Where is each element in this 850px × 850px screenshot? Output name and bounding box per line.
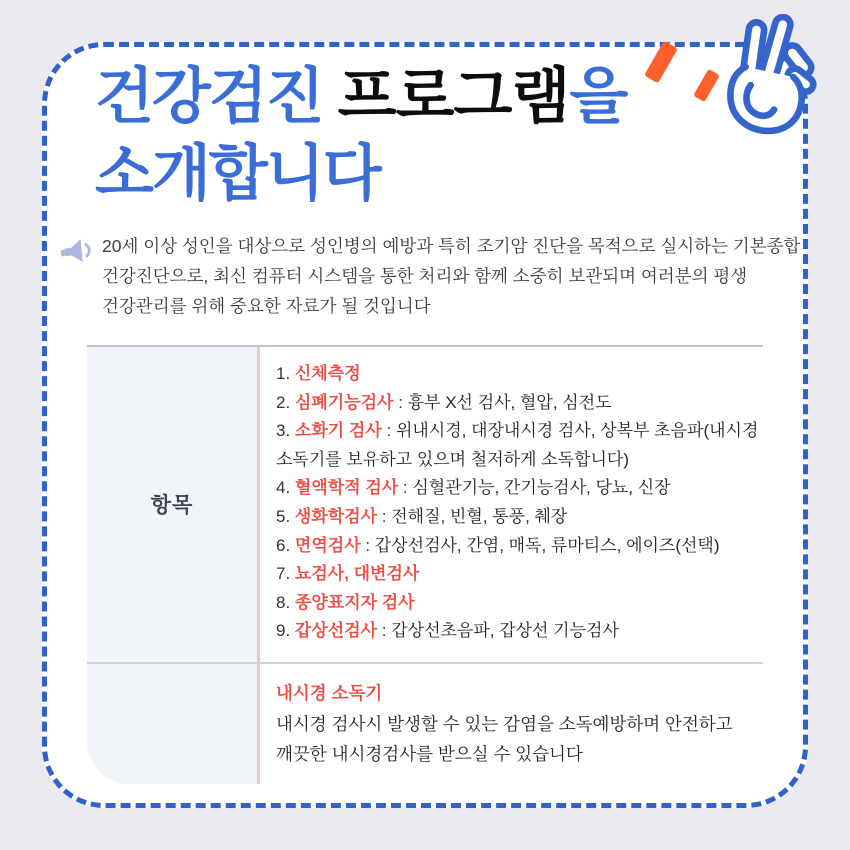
exam-item (276, 389, 763, 418)
exam-item-term: 생화학검사 (294, 506, 378, 526)
exam-item (276, 417, 763, 474)
exam-item-desc: 전해질, 빈혈, 통풍, 췌장 (391, 506, 568, 526)
title-line2: 소개합니다 (95, 139, 380, 207)
exam-item (276, 360, 763, 389)
intro-paragraph: 20세 이상 성인을 대상으로 성인병의 예방과 특히 조기암 진단을 목적으로 실시하는 기본종합 건강진단으로, 최신 컴퓨터 시스템을 통한 처리와 함께 소중히 보관되며 여러분의 평생 건강관리를 위해 중요한 자료가 될 것입니다 (102, 236, 801, 316)
title-line1 (95, 58, 626, 135)
exam-item-separator: : (398, 478, 413, 498)
note-cell (260, 664, 781, 784)
exam-item (276, 560, 763, 589)
exam-item-number: 5. (276, 506, 291, 526)
exam-table (87, 345, 763, 784)
row-header-label: 항목 (87, 347, 260, 662)
exam-item-desc: 흉부 X선 검사, 혈압, 심전도 (407, 392, 612, 412)
exam-item (276, 474, 763, 503)
row-header-empty (87, 664, 260, 784)
exam-list (260, 347, 763, 662)
intro-section (58, 231, 802, 321)
exam-item (276, 617, 763, 646)
title-dark-part: 프로그램 (337, 62, 570, 130)
exam-item-desc: 위내시경, 대장내시경 검사, 상복부 초음파(내시경 소독기를 보유하고 있으며 철저하게 소독합니다) (276, 421, 759, 469)
exam-item-separator: : (381, 421, 396, 441)
exam-item-number: 8. (276, 592, 291, 612)
exam-item-separator: : (377, 621, 392, 641)
exam-item-desc: 갑상선검사, 간염, 매독, 류마티스, 에이즈(선택) (374, 535, 720, 555)
exam-item-term: 종양표지자 검사 (294, 592, 415, 612)
exam-item-number: 1. (276, 364, 291, 383)
exam-item-term: 갑상선검사 (294, 621, 378, 641)
victory-hand-icon (716, 14, 820, 136)
exam-item-term: 면역검사 (294, 535, 361, 555)
exam-item (276, 503, 763, 532)
exam-item-number: 2. (276, 392, 291, 412)
exam-item-number: 3. (276, 421, 291, 441)
page-title (95, 58, 626, 212)
exam-item-number: 7. (276, 564, 291, 584)
exam-item-number: 9. (276, 621, 291, 641)
exam-item-term: 심폐기능검사 (294, 392, 394, 412)
title-blue-part: 건강검진 (95, 62, 338, 130)
speaker-icon (58, 231, 98, 321)
note-title: 내시경 소독기 (276, 682, 383, 703)
exam-item-desc: 갑상선초음파, 갑상선 기능검사 (391, 621, 619, 641)
table-row-items (87, 345, 763, 664)
table-row-note (87, 664, 763, 784)
exam-item-desc: 심혈관기능, 간기능검사, 당뇨, 신장 (412, 478, 671, 498)
exam-item (276, 532, 763, 561)
exam-item-term: 신체측정 (294, 364, 361, 383)
exam-item-term: 뇨검사, 대변검사 (294, 564, 420, 584)
exam-item-number: 6. (276, 535, 291, 555)
exam-item-separator: : (377, 506, 392, 526)
exam-item-term: 혈액학적 검사 (294, 478, 399, 498)
exam-item-separator: : (393, 392, 408, 412)
note-body: 내시경 검사시 발생할 수 있는 감염을 소독예방하며 안전하고 깨끗한 내시경검사를 받으실 수 있습니다 (276, 713, 733, 765)
exam-item-term: 소화기 검사 (294, 421, 382, 441)
exam-item-number: 4. (276, 478, 291, 498)
exam-item (276, 589, 763, 618)
title-blue-suffix: 을 (569, 62, 627, 130)
exam-item-separator: : (360, 535, 375, 555)
